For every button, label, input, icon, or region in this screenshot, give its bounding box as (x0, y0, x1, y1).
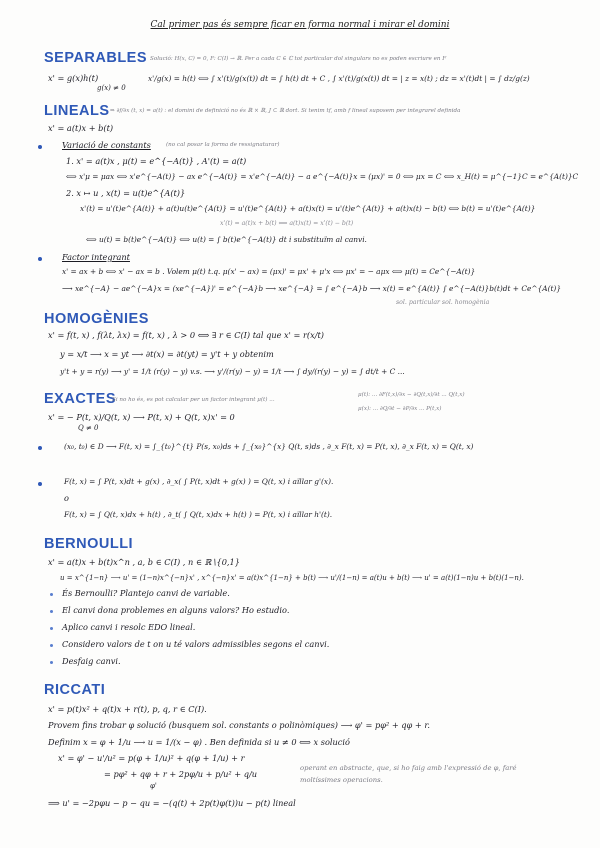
bernoulli-step: Considero valors de t on u té valors admissibles segons el canvi. (62, 639, 330, 649)
separables-integral: x'/g(x) = h(t) ⟺ ∫ x'(t)/g(x(t)) dt = ∫ h(t) dt + C , ∫ x'(t)/g(x(t)) dt = | z = x(t) ; dz = x'(t)dt | = ∫ dz/g(z) (148, 74, 530, 83)
exactes-bullet3: F(t, x) = ∫ Q(t, x)dx + h(t) , ∂_t( ∫ Q(t, x)dx + h(t) ) = P(t, x) i aïllar h'(t). (64, 510, 333, 519)
heading-homogenies: HOMOGÈNIES (44, 311, 149, 327)
exactes-or: o (64, 493, 69, 503)
riccati-side-note: operant en abstracte, que, si ho faig amb l'expressió de φ, faré moltíssimes operacions. (300, 764, 517, 784)
bullet-dot (50, 644, 53, 647)
bernoulli-step: Desfaig canvi. (62, 656, 121, 666)
riccati-equation: x' = p(t)x² + q(t)x + r(t), p, q, r ∈ C(I). (48, 704, 207, 714)
page-title: Cal primer pas és sempre ficar en forma normal i mirar el domini (150, 20, 450, 30)
exactes-side-mu-x: μ(x): ... ∂Q/∂t − ∂P/∂x ... P(t,x) (358, 406, 442, 412)
variacio-step2: 2. x ↦ u , x(t) = u(t)e^{A(t)} (66, 188, 186, 198)
variacio-step2-result: ⟺ u(t) = b(t)e^{−A(t)} ⟺ u(t) = ∫ b(t)e^{−A(t)} dt i substituïm al canvi. (86, 235, 367, 244)
bullet-dot (38, 257, 42, 261)
factor-integrant-labels: sol. particular sol. homogènia (396, 299, 490, 306)
riccati-particular: Provem fins trobar φ solució (busquem sol. constants o polinòmiques) ⟶ φ' = pφ² + qφ + r. (48, 720, 430, 730)
variacio-note: (no cal posar la forma de ressignaturar) (166, 142, 280, 148)
variacio-step2-derivation: x'(t) = u'(t)e^{A(t)} + a(t)u(t)e^{A(t)} = u'(t)e^{A(t)} + a(t)x(t) = u'(t)e^{A(t)} + a(t)x(t) − b(t) ⟺ b(t) = u'(t)e^{A(t)} (80, 204, 536, 213)
factor-integrant-line1: x' = ax + b ⟺ x' − ax = b . Volem μ(t) t.q. μ(x' − ax) = (μx)' = μx' + μ'x ⟺ μx' = − aμx ⟺ μ(t) = Ce^{−A(t)} (62, 267, 476, 276)
heading-separables: SEPARABLES (44, 50, 148, 66)
heading-bernoulli: BERNOULLI (44, 536, 134, 552)
riccati-derivation1: x' = φ' − u'/u² = p(φ + 1/u)² + q(φ + 1/u) + r (58, 753, 245, 763)
bullet-dot (50, 627, 53, 630)
bullet-dot (38, 446, 42, 450)
separables-equation: x' = g(x)h(t) (48, 73, 99, 83)
exactes-equation: x' = − P(t, x)/Q(t, x) ⟶ P(t, x) + Q(t, x)x' = 0 (48, 412, 235, 422)
bullet-dot (50, 593, 53, 596)
bullet-dot (50, 661, 53, 664)
riccati-phi-prime: φ' (150, 782, 157, 790)
factor-integrant-heading: Factor integrant (62, 252, 130, 262)
bernoulli-equation: x' = a(t)x + b(t)x^n , a, b ∈ C(I) , n ∈ ℝ∖{0,1} (48, 557, 240, 567)
variacio-step2-aside: x'(t) = a(t)x + b(t) ⟸ a(t)x(t) = x'(t) − b(t) (220, 220, 354, 227)
factor-integrant-line2: ⟶ xe^{−A} − ae^{−A}x = (xe^{−A})' = e^{−A}b ⟶ xe^{−A} = ∫ e^{−A}b ⟶ x(t) = e^{A(t)} ∫ e^{−A(t)}b(t)dt + Ce^{A(t)} (62, 284, 562, 293)
exactes-condition: Q ≠ 0 (78, 424, 99, 432)
bernoulli-step: El canvi dona problemes en alguns valors? Ho estudio. (62, 605, 290, 615)
bullet-dot (50, 610, 53, 613)
riccati-derivation2: = pφ² + qφ + r + 2pφ/u + p/u² + q/u (104, 769, 257, 779)
bernoulli-change: u = x^{1−n} ⟶ u' = (1−n)x^{−n}x' , x^{−n}x' = a(t)x^{1−n} + b(t) ⟶ u'/(1−n) = a(t)u + b(t) ⟶ u' = a(t)(1−n)u + b(t)(1−n). (60, 574, 524, 582)
bernoulli-step: Aplico canvi i resolc EDO lineal. (62, 622, 196, 632)
homogenies-line2: y = x/t ⟶ x = yt ⟶ ∂t(x) = ∂t(yt) = y't + y obtenim (60, 349, 274, 359)
exactes-note: Si no ho és, es pot calcular per un factor integrant μ(t) ... (112, 397, 275, 403)
homogenies-line3: y't + y = r(y) ⟶ y' = 1/t (r(y) − y) v.s. ⟶ y'/(r(y) − y) = 1/t ⟶ ∫ dy/(r(y) − y) = ∫ dt/t + C ... (60, 367, 405, 376)
variacio-step1: 1. x' = a(t)x , μ(t) = e^{−A(t)} , A'(t) = a(t) (66, 156, 247, 166)
exactes-bullet1: (x₀, t₀) ∈ D ⟶ F(t, x) = ∫_{t₀}^{t} P(s, x₀)ds + ∫_{x₀}^{x} Q(t, s)ds , ∂_x F(t, x) = P(t, x), ∂_x F(t, x) = Q(t, x) (64, 442, 474, 451)
lineals-note: ⇒ ∂f/∂x (t, x) = a(t) : el domini de definició no és ℝ × ℝ, J ⊂ ℝ dort. Si tenim tf, amb f lineal suposem per integrarel definida (110, 108, 461, 114)
variacio-step1-derivation: ⟺ x'μ = μax ⟺ x'e^{−A(t)} − ax e^{−A(t)} = x'e^{−A(t)} − a e^{−A(t)}x = (μx)' = 0 ⟺ μx = C ⟺ x_H(t) = μ^{−1}C = e^{A(t)}C (66, 172, 579, 181)
variacio-heading: Variació de constants (62, 140, 151, 150)
bullet-dot (38, 482, 42, 486)
riccati-change: Definim x = φ + 1/u ⟶ u = 1/(x − φ) . Ben definida si u ≠ 0 ⟺ x solució (48, 737, 350, 747)
bernoulli-step: És Bernoulli? Plantejo canvi de variable. (62, 588, 230, 598)
exactes-side-mu-t: μ(t): ... ∂F(t,x)/∂x − ∂Q(t,x)/∂t ... Q(t,x) (358, 392, 465, 398)
lineals-equation: x' = a(t)x + b(t) (48, 123, 114, 133)
bullet-dot (38, 145, 42, 149)
riccati-result: ⟹ u' = −2pφu − p − qu = −(q(t) + 2p(t)φ(t))u − p(t) lineal (48, 798, 296, 808)
separables-note: Solució: H(x, C) = 0, F: C(I) → ℝ. Per a cada C ∈ ℂ tot particular dol singulars no es poden escriure en F (150, 56, 447, 62)
heading-lineals: LINEALS (44, 103, 110, 119)
separables-condition: g(x) ≠ 0 (97, 84, 126, 92)
exactes-bullet2: F(t, x) = ∫ P(t, x)dt + g(x) , ∂_x( ∫ P(t, x)dt + g(x) ) = Q(t, x) i aïllar g'(x). (64, 477, 334, 486)
heading-exactes: EXACTES (44, 391, 116, 407)
homogenies-line1: x' = f(t, x) , f(λt, λx) = f(t, x) , λ > 0 ⟺ ∃ r ∈ C(I) tal que x' = r(x/t) (48, 330, 324, 340)
heading-riccati: RICCATI (44, 682, 106, 698)
